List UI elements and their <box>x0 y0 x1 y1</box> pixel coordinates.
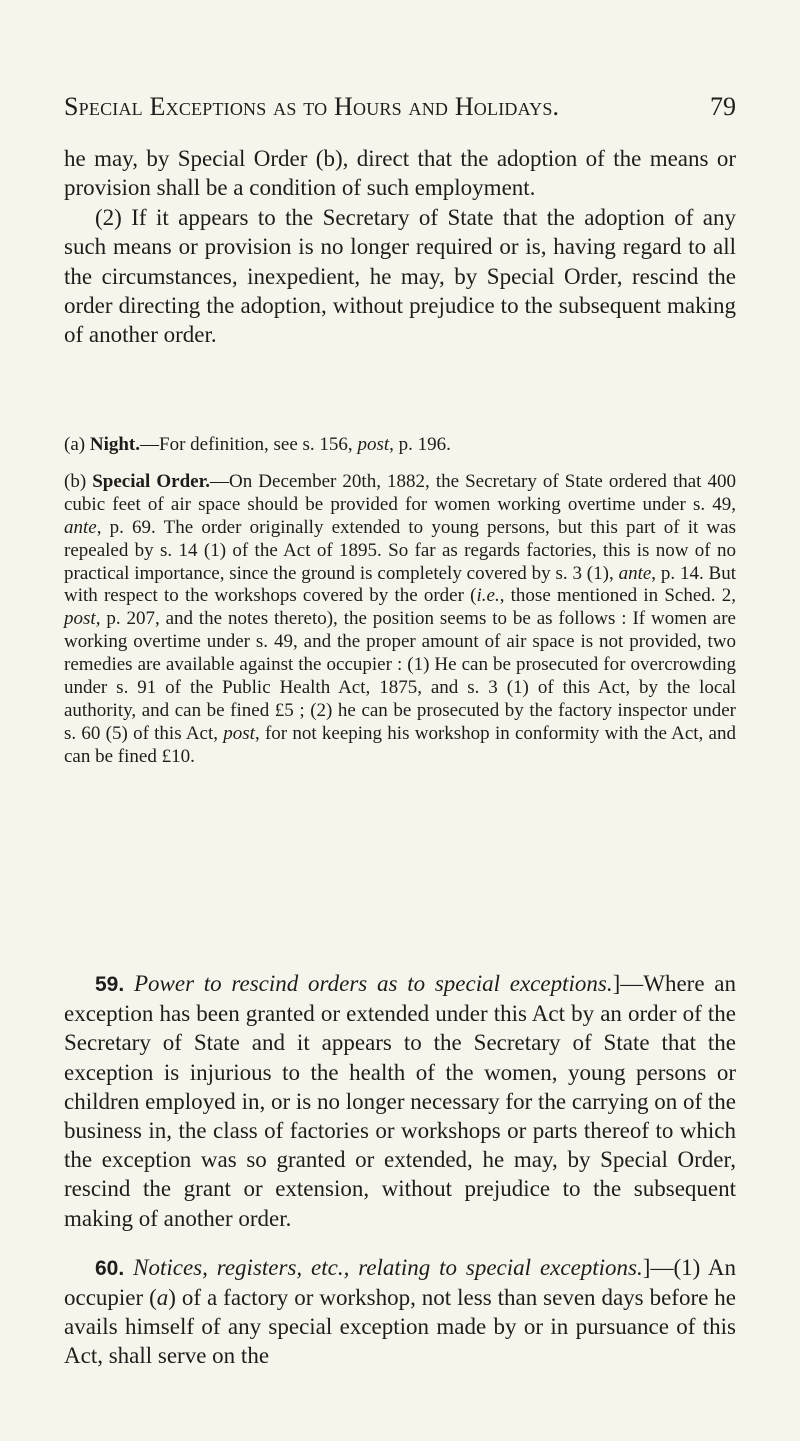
section-59-title: Power to rescind orders as to special exceptions. <box>133 971 613 996</box>
footnote-b-ante-2: ante <box>618 562 652 584</box>
footnote-b-body-5: , p. 207, and the notes thereto), the position seems to be as follows : If women are working overtime under s. 49, and the proper amount of air space is not provided, two remedies are available against the occupier : (1) He can be prosecuted for overcrowding under s. 91 of the Public Health Act, 1875, and s. 3 (1) of this Act, by the local authority, and can be fined £5 ; (2) he can be prosecuted by the factory inspector under s. 60 (5) of this Act, <box>64 608 736 744</box>
footnote-a-heading: Night. <box>89 434 140 455</box>
page-number: 79 <box>710 92 736 121</box>
footnote-b-post-1: post <box>64 608 96 630</box>
footnote-b-body-3: , p. 14. But with respect to the workshops covered by the order ( <box>64 562 737 607</box>
running-head: Special Exceptions as to Hours and Holidays. <box>64 92 560 121</box>
footnote-b-ie: i.e. <box>476 585 500 607</box>
continued-paragraph: he may, by Special Order (b), direct that the adoption of the means or provision shall be a condition of such employment. <box>64 146 736 201</box>
section-60-number: 60. <box>95 1256 125 1280</box>
section-60-marker: a <box>156 1285 169 1311</box>
section-59 <box>64 969 736 1233</box>
footnote-b-heading: Special Order. <box>92 470 211 492</box>
footnote-a-post: post <box>357 434 390 455</box>
footnote-b-ante-1: ante <box>64 516 97 538</box>
sections-block <box>64 969 736 1371</box>
footnote-b <box>64 471 736 769</box>
footnote-b-body-1: —On December 20th, 1882, the Secretary of State ordered that 400 cubic feet of air space should be provided for women working overtime under s. 49, <box>64 470 736 515</box>
footnote-b-body-2: , p. 69. The order originally extended to young persons, but this part of it was repealed by s. 14 (1) of the Act of 1895. So far as regards factories, this is now of no practical importance, since the ground is completely covered by s. 3 (1), <box>64 516 736 584</box>
paragraph-2: (2) If it appears to the Secretary of State that the adoption of any such means or provision is no longer required or is, having regard to all the circumstances, inexpedient, he may, by Special Order, rescind the order directing the adoption, without prejudice to the subsequent making of another order. <box>64 204 736 348</box>
footnotes <box>64 434 736 769</box>
footnote-a <box>64 434 736 457</box>
footnote-b-body-6: , for not keeping his workshop in conformity with the Act, and can be fined £10. <box>64 722 736 767</box>
footnote-a-body: —For definition, see s. 156, <box>140 434 358 455</box>
footnote-a-tail: , p. 196. <box>389 434 451 455</box>
section-60-bracket: ] <box>642 1254 651 1280</box>
section-60-title: Notices, registers, etc., relating to special exceptions. <box>133 1254 643 1280</box>
section-60-body-1: —(1) An occupier ( <box>64 1254 736 1311</box>
footnote-a-marker: (a) <box>64 434 86 455</box>
section-59-number: 59. <box>95 973 125 996</box>
footnote-b-post-2: post <box>223 722 255 744</box>
section-59-body: —Where an exception has been granted or extended under this Act by an order of the Secretary of State and it appears to the Secretary of State that the exception is injurious to the health of the women, young persons or children employed in, or is no longer necessary for the carrying on of the business in, the class of factories or workshops or parts thereof to which the exception was so granted or extended, he may, by Special Order, rescind the grant or extension, without prejudice to the subsequent making of another order. <box>64 971 737 1231</box>
footnote-b-body-4: , those mentioned in Sched. 2, <box>499 585 736 607</box>
main-text-block <box>64 144 736 350</box>
section-60-body-2: ) of a factory or workshop, not less than seven days before he avails himself of any special exception made by or in pursuance of this Act, shall serve on the <box>64 1285 736 1369</box>
section-59-bracket: ] <box>612 971 621 996</box>
footnote-b-marker: (b) <box>64 470 87 492</box>
section-60 <box>64 1253 736 1371</box>
page-header <box>64 92 736 124</box>
